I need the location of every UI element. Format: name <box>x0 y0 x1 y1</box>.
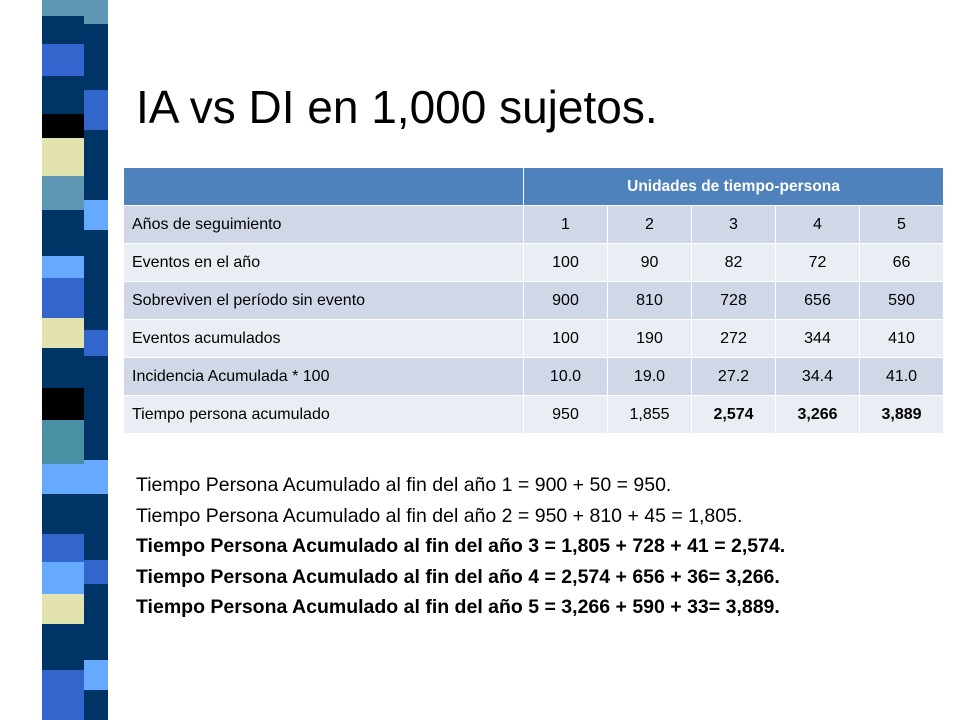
stripe-segment <box>42 562 84 594</box>
table-cell: 2,574 <box>692 396 776 434</box>
stripe-segment <box>42 256 84 278</box>
table-cell: 4 <box>776 206 860 244</box>
table-cell: 34.4 <box>776 358 860 396</box>
stripe-segment <box>42 348 84 388</box>
stripe-segment <box>42 76 84 114</box>
table-cell: 410 <box>860 320 944 358</box>
table-body <box>124 206 944 434</box>
calculation-line: Tiempo Persona Acumulado al fin del año 3 = 1,805 + 728 + 41 = 2,574. <box>136 535 786 557</box>
table-cell: 590 <box>860 282 944 320</box>
row-label: Tiempo persona acumulado <box>124 396 524 434</box>
table-cell: 72 <box>776 244 860 282</box>
table-row <box>124 244 944 282</box>
stripe-segment <box>42 0 84 16</box>
stripe-segment <box>42 534 84 562</box>
stripe-segment <box>42 420 84 464</box>
table-header-group: Unidades de tiempo-persona <box>524 168 944 206</box>
table-row <box>124 396 944 434</box>
table-cell: 100 <box>524 320 608 358</box>
calculation-notes <box>136 470 785 623</box>
calculation-line: Tiempo Persona Acumulado al fin del año 4 = 2,574 + 656 + 36= 3,266. <box>136 565 780 588</box>
stripe-segment <box>42 176 84 210</box>
table-row <box>124 358 944 396</box>
table-cell: 41.0 <box>860 358 944 396</box>
table-cell: 82 <box>692 244 776 282</box>
stripe-segment <box>84 200 108 230</box>
stripe-segment <box>42 114 84 138</box>
calculation-line: Tiempo Persona Acumulado al fin del año 1 = 900 + 50 = 950. <box>136 474 672 496</box>
stripe-segment <box>84 460 108 494</box>
decorative-stripe <box>0 0 108 720</box>
table-row <box>124 282 944 320</box>
calculation-line: Tiempo Persona Acumulado al fin del año 5 = 3,266 + 590 + 33= 3,889. <box>136 596 780 618</box>
table-cell: 66 <box>860 244 944 282</box>
table-cell: 3,889 <box>860 396 944 434</box>
table-cell: 3 <box>692 206 776 244</box>
stripe-segment <box>84 560 108 584</box>
stripe-segment <box>42 16 84 44</box>
stripe-segment <box>42 210 84 256</box>
stripe-segment <box>42 494 84 534</box>
stripe-segment <box>42 594 84 624</box>
table-cell: 3,266 <box>776 396 860 434</box>
table-cell: 190 <box>608 320 692 358</box>
stripe-segment <box>84 90 108 130</box>
table-cell: 1,855 <box>608 396 692 434</box>
slide-title: IA vs DI en 1,000 sujetos. <box>136 81 658 133</box>
stripe-segment <box>42 278 84 318</box>
row-label: Años de seguimiento <box>124 206 524 244</box>
stripe-segment <box>42 388 84 420</box>
table-cell: 27.2 <box>692 358 776 396</box>
table-cell: 5 <box>860 206 944 244</box>
table-cell: 900 <box>524 282 608 320</box>
stripe-segment <box>42 44 84 76</box>
stripe-segment <box>84 0 108 24</box>
table-cell: 10.0 <box>524 358 608 396</box>
stripe-segment <box>84 330 108 356</box>
table-cell: 100 <box>524 244 608 282</box>
table-row <box>124 320 944 358</box>
table-header-corner <box>124 168 524 206</box>
stripe-segment <box>42 670 84 720</box>
stripe-segment <box>84 660 108 690</box>
stripe-segment <box>42 318 84 348</box>
stripe-segment <box>42 138 84 176</box>
table-cell: 810 <box>608 282 692 320</box>
row-label: Sobreviven el período sin evento <box>124 282 524 320</box>
table-cell: 656 <box>776 282 860 320</box>
stripe-segment <box>42 464 84 494</box>
table-header-row <box>124 168 944 206</box>
row-label: Incidencia Acumulada * 100 <box>124 358 524 396</box>
table-cell: 90 <box>608 244 692 282</box>
table-cell: 19.0 <box>608 358 692 396</box>
table-cell: 2 <box>608 206 692 244</box>
table-cell: 728 <box>692 282 776 320</box>
calculation-line: Tiempo Persona Acumulado al fin del año 2 = 950 + 810 + 45 = 1,805. <box>136 504 743 527</box>
stripe-segment <box>42 624 84 670</box>
row-label: Eventos en el año <box>124 244 524 282</box>
table-cell: 1 <box>524 206 608 244</box>
table-cell: 950 <box>524 396 608 434</box>
table-cell: 272 <box>692 320 776 358</box>
table-cell: 344 <box>776 320 860 358</box>
row-label: Eventos acumulados <box>124 320 524 358</box>
person-time-table <box>124 168 944 434</box>
table-row <box>124 206 944 244</box>
